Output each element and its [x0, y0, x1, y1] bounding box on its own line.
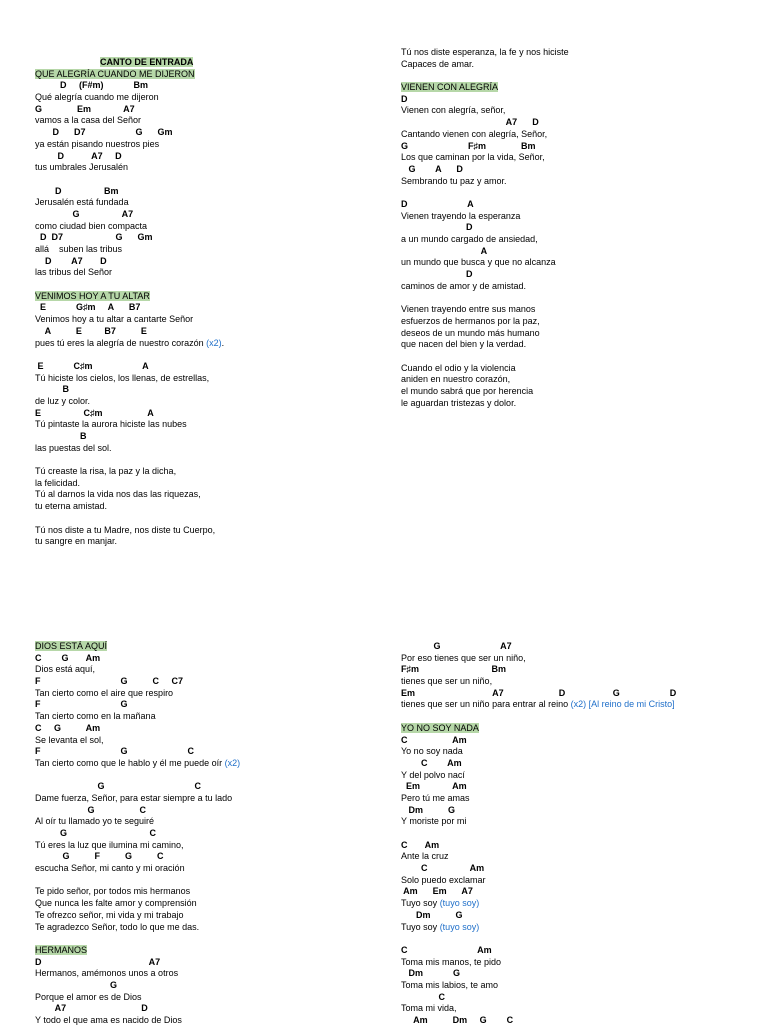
lyric-line: Tú eres la luz que ilumina mi camino,	[35, 839, 184, 850]
song-title	[35, 945, 240, 957]
lyric-line: Y moriste por mi	[401, 816, 467, 827]
blank-line	[35, 174, 224, 186]
chord-line: B	[35, 431, 87, 441]
lyric-end: .	[221, 337, 225, 348]
lyric-line	[401, 898, 676, 910]
lyric-line: Yo no soy nada	[401, 746, 463, 757]
blank-line	[401, 351, 569, 363]
lyric-line: Tú hiciste los cielos, los llenas, de estrellas,	[35, 372, 210, 383]
lyric-line: escucha Señor, mi canto y mi oración	[35, 863, 185, 874]
repeat-note: (x2) [Al reino de mi Cristo]	[570, 699, 675, 710]
song-title	[35, 69, 224, 81]
blank-line	[35, 513, 224, 525]
chord-line: C Am	[401, 839, 440, 850]
lyric-line: Cuando el odio y la violencia	[401, 362, 516, 373]
lyric-line: Vienen con alegría, señor,	[401, 105, 506, 116]
lyric-line: como ciudad bien compacta	[35, 220, 148, 231]
lyric-text: pues tú eres la alegría de nuestro corazón	[35, 337, 207, 348]
blank-line	[35, 279, 224, 291]
repeat-note: (x2)	[206, 337, 222, 348]
lyric-line: caminos de amor y de amistad.	[401, 280, 527, 291]
chord-line: G C	[35, 804, 147, 815]
lyric-line: le aguardan tristezas y dolor.	[401, 397, 517, 408]
chord-line: D A7 D	[35, 255, 107, 266]
lyric-text: Tan cierto como que le hablo y él me puede oír	[35, 757, 225, 768]
lyric-line: Qué alegría cuando me dijeron	[35, 92, 159, 103]
song-title	[35, 291, 224, 303]
chord-line: C	[401, 991, 446, 1002]
chord-line: D D7 G Gm	[35, 127, 173, 138]
chord-line: D	[401, 269, 473, 280]
lyric-line: Tú nos diste esperanza, la fe y nos hiciste	[401, 47, 569, 57]
lyric-line: Dios está aquí,	[35, 664, 96, 675]
chord-line: F G C	[35, 746, 195, 757]
lyric-line: Y del polvo nací	[401, 769, 465, 780]
lyric-line: un mundo que busca y que no alcanza	[401, 257, 556, 268]
song-title	[401, 82, 569, 94]
highlighted-heading: HERMANOS	[35, 944, 88, 955]
lyric-line	[35, 758, 240, 770]
lyric-line: a un mundo cargado de ansiedad,	[401, 234, 538, 244]
lyric-line: tus umbrales Jerusalén	[35, 162, 129, 173]
chord-line: Em A7 D G D	[401, 687, 677, 698]
chord-line: D D7 G Gm	[35, 232, 153, 243]
chord-line: C Am	[401, 944, 492, 955]
lyric-line: Y todo el que ama es nacido de Dios	[35, 1015, 182, 1025]
chord-line: A7 D	[35, 1003, 148, 1014]
lyric-line: Se levanta el sol,	[35, 734, 104, 745]
lyric-text: Tuyo soy	[401, 921, 440, 932]
lyric-line: Venimos hoy a tu altar a cantarte Señor	[35, 314, 194, 325]
bottom-right-column	[401, 641, 676, 1027]
chord-line: A E B7 E	[35, 325, 147, 336]
chord-line: G Em A7	[35, 103, 135, 114]
chord-line: G F G C	[35, 851, 164, 862]
chord-line: G A7	[35, 208, 134, 219]
lyric-line: allá suben las tribus	[35, 244, 123, 254]
chord-line: Dm G	[401, 804, 456, 815]
blank-line	[35, 454, 224, 466]
blank-line	[401, 292, 569, 304]
lyric-line: la felicidad.	[35, 477, 81, 488]
lyric-line: tu sangre en manjar.	[35, 536, 118, 547]
chord-line: G F♯m Bm	[401, 140, 536, 151]
lyric-line: Sembrando tu paz y amor.	[401, 175, 507, 186]
chord-line: A7 D	[401, 117, 539, 128]
lyric-line: Tan cierto como el aire que respiro	[35, 687, 174, 698]
lyric-line: el mundo sabrá que por herencia	[401, 385, 534, 396]
highlighted-heading: CANTO DE ENTRADA	[100, 57, 194, 67]
highlighted-heading: YO NO SOY NADA	[401, 722, 479, 733]
repeat-note: (tuyo soy)	[439, 898, 480, 909]
chord-line: E C♯m A	[35, 360, 149, 371]
lyric-line: Los que caminan por la vida, Señor,	[401, 152, 545, 163]
lyric-line: Tú nos diste a tu Madre, nos diste tu Cuerpo,	[35, 524, 216, 535]
lyric-line: ya están pisando nuestros pies	[35, 138, 160, 149]
lyric-line: Dame fuerza, Señor, para estar siempre a tu lado	[35, 792, 233, 803]
chord-line: C Am	[401, 757, 462, 768]
lyric-line: tienes que ser un niño,	[401, 676, 493, 687]
lyric-line: Vienen trayendo la esperanza	[401, 210, 521, 221]
chord-line: D (F#m) Bm	[35, 80, 149, 91]
song-title	[35, 641, 240, 653]
lyric-line: Tú al darnos la vida nos das las riquezas,	[35, 489, 201, 500]
highlighted-heading: VENIMOS HOY A TU ALTAR	[35, 290, 150, 301]
chord-line: E G♯m A B7	[35, 302, 141, 313]
lyric-line: aniden en nuestro corazón,	[401, 374, 511, 385]
lyric-line: Te ofrezco señor, mi vida y mi trabajo	[35, 909, 184, 920]
blank-line	[35, 875, 240, 887]
chord-line: Dm G	[401, 909, 463, 920]
lyric-line: Tú pintaste la aurora hiciste las nubes	[35, 419, 187, 430]
lyric-line: Te pido señor, por todos mis hermanos	[35, 886, 191, 897]
lyric-line: Hermanos, amémonos unos a otros	[35, 968, 179, 979]
blank-line	[401, 70, 569, 82]
song-title	[401, 723, 676, 735]
chord-line: Am Em A7	[401, 886, 473, 897]
lyric-line	[35, 338, 224, 350]
lyric-line: Que nunca les falte amor y comprensión	[35, 898, 197, 909]
blank-line	[401, 187, 569, 199]
document-title	[35, 57, 224, 69]
chord-line: G C	[35, 781, 202, 792]
lyric-line: deseos de un mundo más humano	[401, 327, 540, 338]
lyric-line: las tribus del Señor	[35, 267, 113, 278]
lyric-line: Tan cierto como en la mañana	[35, 711, 156, 722]
lyric-line: Te agradezco Señor, todo lo que me das.	[35, 921, 200, 932]
top-right-column	[401, 47, 569, 409]
lyric-line: Jerusalén está fundada	[35, 197, 129, 208]
lyric-line: esfuerzos de hermanos por la paz,	[401, 315, 540, 326]
lyric-line: Toma mis labios, te amo	[401, 979, 499, 990]
blank-line	[35, 933, 240, 945]
lyric-line: Por eso tienes que ser un niño,	[401, 652, 526, 663]
highlighted-heading: VIENEN CON ALEGRÍA	[401, 82, 499, 93]
chord-line: Em Am	[401, 781, 467, 792]
lyric-line: de luz y color.	[35, 395, 91, 406]
blank-line	[401, 828, 676, 840]
lyric-line: Cantando vienen con alegría, Señor,	[401, 128, 548, 139]
chord-line: D	[401, 93, 408, 104]
chord-line: B	[35, 384, 70, 395]
lyric-line: Tú creaste la risa, la paz y la dicha,	[35, 466, 177, 477]
highlighted-heading: DIOS ESTÁ AQUÍ	[35, 641, 108, 651]
chord-line: D A	[401, 198, 474, 209]
chord-line: C Am	[401, 863, 485, 874]
lyric-line: que nacen del bien y la verdad.	[401, 339, 527, 350]
chord-line: G	[35, 979, 118, 990]
lyric-line: Pero tú me amas	[401, 792, 470, 803]
chord-line: F G C C7	[35, 676, 184, 687]
chord-line: D A7	[35, 956, 161, 967]
lyric-line: Toma mis manos, te pido	[401, 956, 502, 967]
repeat-note: (x2)	[224, 757, 241, 768]
lyric-line: Al oír tu llamado yo te seguiré	[35, 816, 155, 827]
lyric-line	[401, 699, 676, 711]
bottom-left-column	[35, 641, 240, 1027]
repeat-note: (tuyo soy)	[439, 921, 480, 932]
chord-line: D	[401, 222, 473, 233]
lyric-line: Vienen trayendo entre sus manos	[401, 304, 536, 315]
blank-line	[35, 770, 240, 782]
chord-line: G A7	[401, 641, 512, 651]
chord-line: C G Am	[35, 722, 101, 733]
lyric-line: Porque el amor es de Dios	[35, 991, 142, 1002]
lyric-line: vamos a la casa del Señor	[35, 115, 142, 126]
chord-line: G C	[35, 828, 157, 838]
blank-line	[401, 711, 676, 723]
chord-line: D Bm	[35, 185, 119, 196]
blank-line	[35, 349, 224, 361]
top-left-column	[35, 57, 224, 548]
chord-line: A	[401, 245, 488, 256]
chord-line: G A D	[401, 163, 463, 174]
lyric-line: Capaces de amar.	[401, 58, 475, 69]
lyric-line: Solo puedo exclamar	[401, 874, 486, 885]
chord-line: Dm G	[401, 968, 461, 979]
chord-line: F♯m Bm	[401, 664, 507, 675]
chord-line: D A7 D	[35, 150, 122, 161]
chord-line: F G	[35, 699, 128, 710]
chord-line: C Am	[401, 734, 467, 745]
lyric-line: Ante la cruz	[401, 851, 449, 862]
lyric-line: Toma mi vida,	[401, 1003, 457, 1014]
lyric-line: las puestas del sol.	[35, 442, 112, 453]
lyric-text: tienes que ser un niño para entrar al reino	[401, 699, 571, 710]
chord-line: C G Am	[35, 652, 101, 663]
lyric-line: tu eterna amistad.	[35, 501, 108, 512]
chord-line: Am Dm G C	[401, 1015, 514, 1025]
chord-line: E C♯m A	[35, 407, 154, 418]
highlighted-heading: QUE ALEGRÍA CUANDO ME DIJERON	[35, 68, 195, 79]
lyric-text: Tuyo soy	[401, 898, 440, 909]
lyric-line	[401, 922, 676, 934]
blank-line	[401, 933, 676, 945]
